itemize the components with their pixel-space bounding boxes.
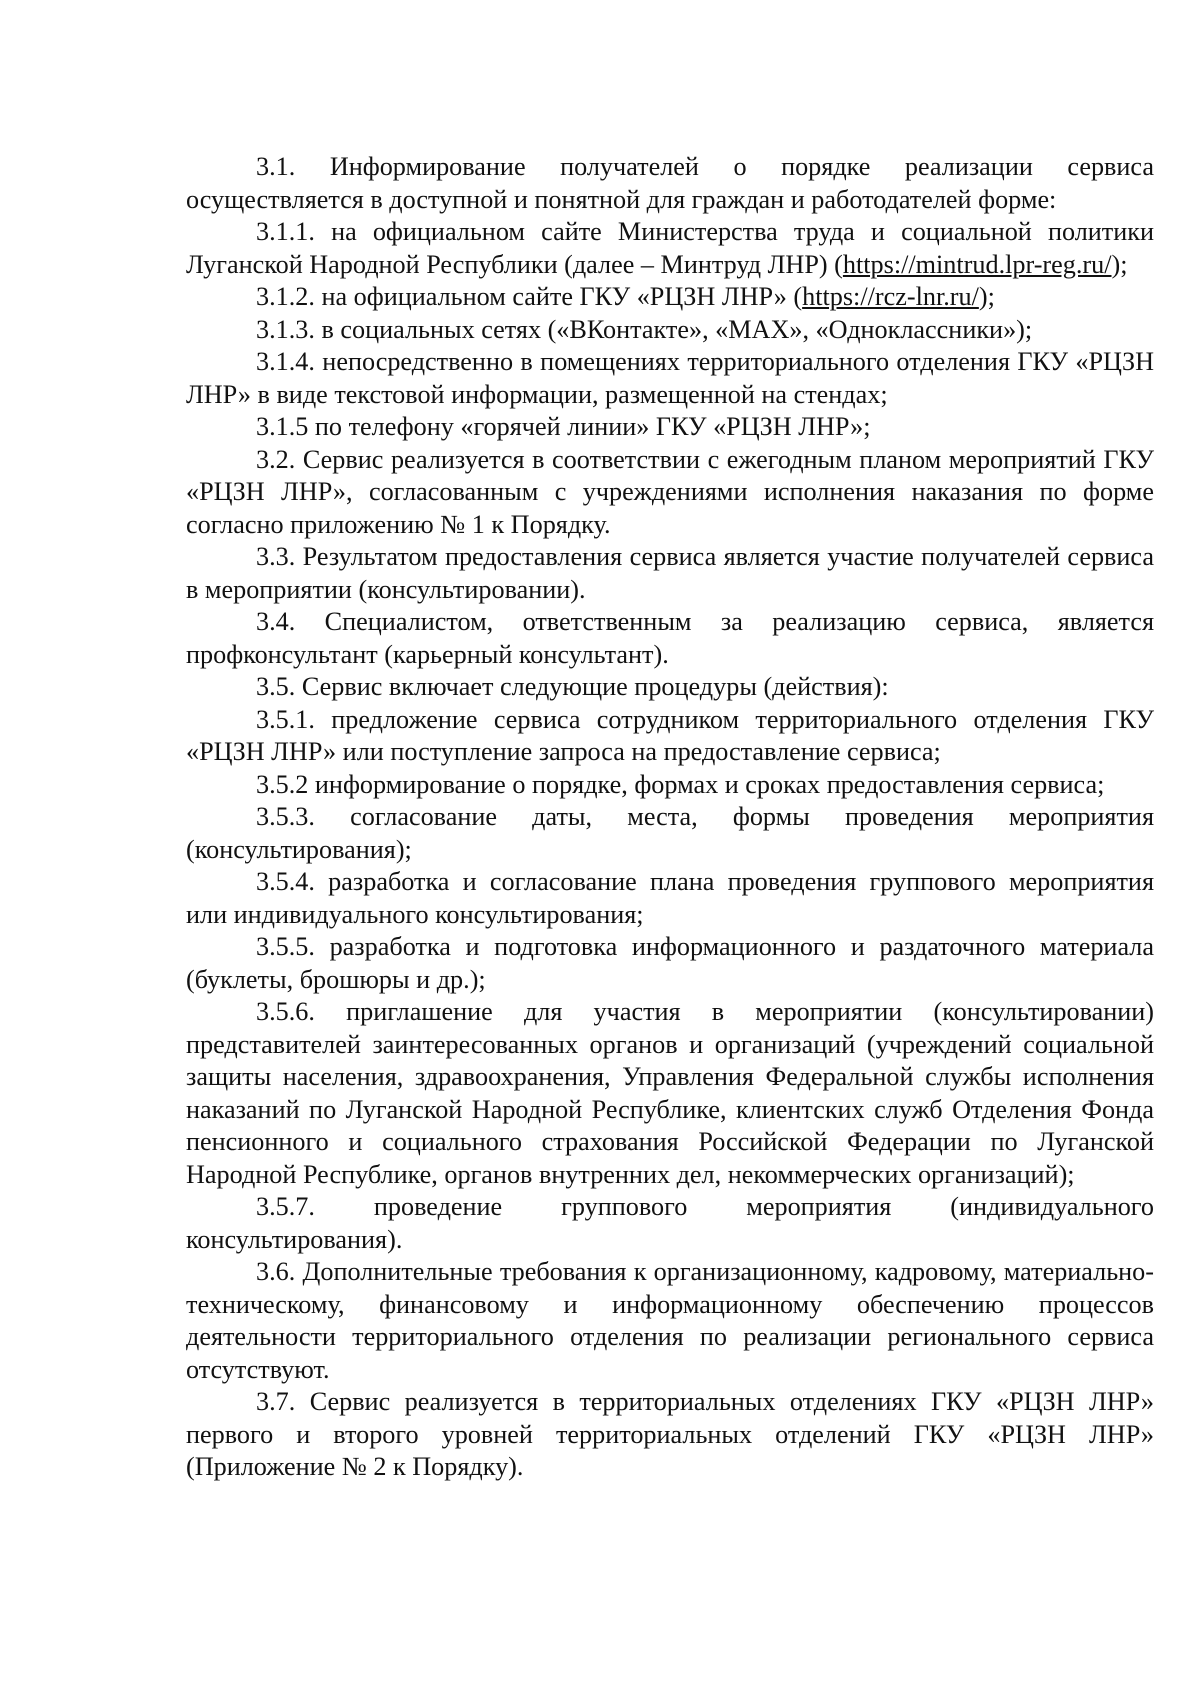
paragraph-3-5-4: 3.5.4. разработка и согласование плана проведения группового мероприятия или индивидуального консультирования; <box>186 867 1154 929</box>
paragraph-3-1-2: 3.1.2. на официальном сайте ГКУ «РЦЗН ЛНР» (https://rcz-lnr.ru/); <box>256 282 995 311</box>
rcz-link[interactable]: https://rcz-lnr.ru/ <box>802 282 979 311</box>
paragraph-3-5-3: 3.5.3. согласование даты, места, формы проведения мероприятия (консультирования); <box>186 802 1154 864</box>
paragraph-3-7: 3.7. Сервис реализуется в территориальных отделениях ГКУ «РЦЗН ЛНР» первого и второго уровней территориальных отделений ГКУ «РЦЗН ЛНР» (Приложение № 2 к Порядку). <box>186 1387 1154 1481</box>
paragraph-3-2: 3.2. Сервис реализуется в соответствии с ежегодным планом мероприятий ГКУ «РЦЗН ЛНР», согласованным с учреждениями исполнения наказания по форме согласно приложению № 1 к Порядку. <box>186 444 1154 539</box>
paragraph-3-1-5: 3.1.5 по телефону «горячей линии» ГКУ «РЦЗН ЛНР»; <box>256 412 871 441</box>
paragraph-3-5-7: 3.5.7. проведение группового мероприятия (индивидуального консультирования). <box>186 1192 1154 1254</box>
paragraph-3-1: 3.1. Информирование получателей о порядке реализации сервиса осуществляется в доступной и понятной для граждан и работодателей форме: <box>186 152 1154 214</box>
paragraph-3-5-6: 3.5.6. приглашение для участия в мероприятии (консультировании) представителей заинтересованных органов и организаций (учреждений социальной защиты населения, здравоохранения, Управления Федеральной службы исполнения наказаний по Луганской Народной Республике, клиентских служб Отделения Фонда пенсионного и социального страхования Российской Федерации по Луганской Народной Республике, органов внутренних дел, некоммерческих организаций); <box>186 997 1154 1189</box>
mintrud-link[interactable]: https://mintrud.lpr-reg.ru/ <box>842 249 1112 279</box>
paragraph-3-1-4: 3.1.4. непосредственно в помещениях территориального отделения ГКУ «РЦЗН ЛНР» в виде текстовой информации, размещенной на стендах; <box>186 347 1154 409</box>
paragraph-3-1-1: 3.1.1. на официальном сайте Министерства труда и социальной политики Луганской Народной Республики (далее – Минтруд ЛНР) (https://mintrud.lpr-reg.ru/); <box>186 217 1154 279</box>
paragraph-3-6: 3.6. Дополнительные требования к организационному, кадровому, материально-техническому, финансовому и информационному обеспечению процессов деятельности территориального отделения по реализации регионального сервиса отсутствуют. <box>186 1257 1154 1384</box>
document-page <box>186 151 1154 1484</box>
paragraph-3-3: 3.3. Результатом предоставления сервиса является участие получателей сервиса в мероприятии (консультировании). <box>186 542 1154 604</box>
paragraph-3-5: 3.5. Сервис включает следующие процедуры (действия): <box>256 672 889 701</box>
paragraph-3-4: 3.4. Специалистом, ответственным за реализацию сервиса, является профконсультант (карьерный консультант). <box>186 607 1154 669</box>
paragraph-3-1-3: 3.1.3. в социальных сетях («ВКонтакте», «MAX», «Одноклассники»); <box>256 314 1033 344</box>
paragraph-3-5-2: 3.5.2 информирование о порядке, формах и сроках предоставления сервиса; <box>256 769 1105 799</box>
paragraph-3-5-1: 3.5.1. предложение сервиса сотрудником территориального отделения ГКУ «РЦЗН ЛНР» или поступление запроса на предоставление сервиса; <box>186 704 1154 766</box>
paragraph-3-5-5: 3.5.5. разработка и подготовка информационного и раздаточного материала (буклеты, брошюры и др.); <box>186 932 1154 994</box>
